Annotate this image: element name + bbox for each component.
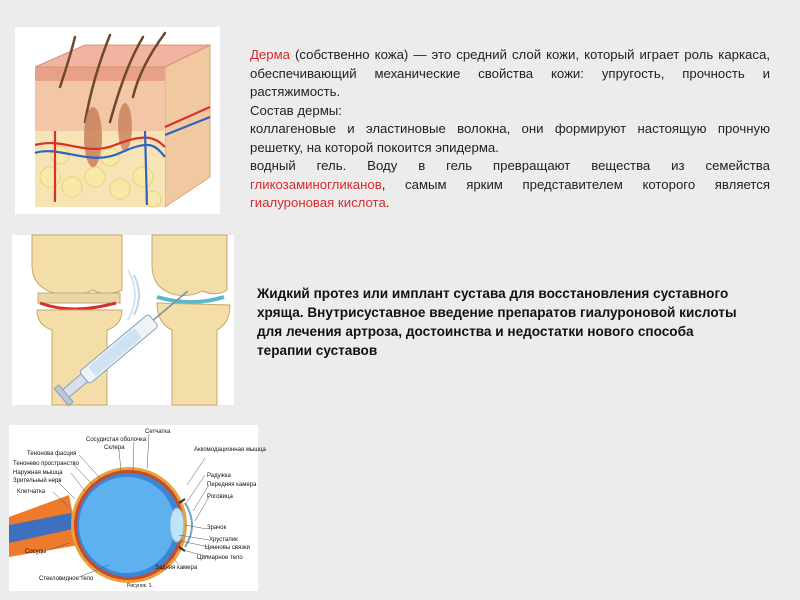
composition-heading: Состав дермы: [250,102,342,118]
label-tenon-fascia: Тенонова фасция [27,451,77,457]
figure-caption: Рисунок. 1. [127,583,153,589]
label-lens: Хрусталик [209,537,238,543]
label-accommodation: Аккомодационная мышца [194,447,266,453]
label-optic-nerve: Зрительный нерв [13,478,62,484]
gel-end: . [385,195,390,210]
gel-prefix: водный гель. Воду в гель превращают вещества из семейства [250,158,770,173]
label-sclera: Склера [104,445,125,451]
gel-middle: , самым ярким представителем которого является [381,176,770,192]
label-iris: Радужка [207,473,231,479]
dermis-description [250,46,770,213]
label-posterior-chamber: Задняя камера [155,565,198,571]
label-outer-muscle: Наружная мышца [13,470,63,476]
gag-term: гликозаминогликанов [250,176,382,192]
label-retina: Сетчатка [145,429,171,435]
label-choroid: Сосудистая оболочка [86,437,147,443]
label-vessels: Сосуды [25,549,47,555]
label-cornea: Роговица [207,494,233,500]
label-ciliary: Цилиарное тело [197,555,243,561]
skin-illustration [15,27,220,214]
label-anterior-chamber: Передняя камера [207,482,257,488]
eye-diagram [9,425,266,591]
dermis-definition: (собственно кожа) — это средний слой кожи, который играет роль каркаса, обеспечивающий механические свойства кожи: упругость, прочность и растяжимость. [250,47,770,99]
hyaluronic-acid-term: гиалуроновая кислота [250,195,386,210]
knee-joint-illustration [12,235,234,405]
label-zonule: Цинновы связки [205,545,251,551]
label-pupil: Зрачок [207,525,227,531]
label-fat: Клетчатка [17,489,46,495]
label-tenon-space: Тенонево пространство [13,461,79,467]
label-vitreous: Стекловидное тело [39,576,94,582]
joint-caption: Жидкий протез или имплант сустава для восстановления суставного хряща. Внутрисуставное введение препаратов гиалуроновой кислоты для лечения артроза, достоинства и недостатки нового способа терапии суставов [257,286,737,358]
dermis-term: Дерма [250,47,291,62]
fibers-text: коллагеновые и эластиновые волокна, они формируют настоящую прочную решетку, на которой покоится эпидерма. [250,121,770,155]
